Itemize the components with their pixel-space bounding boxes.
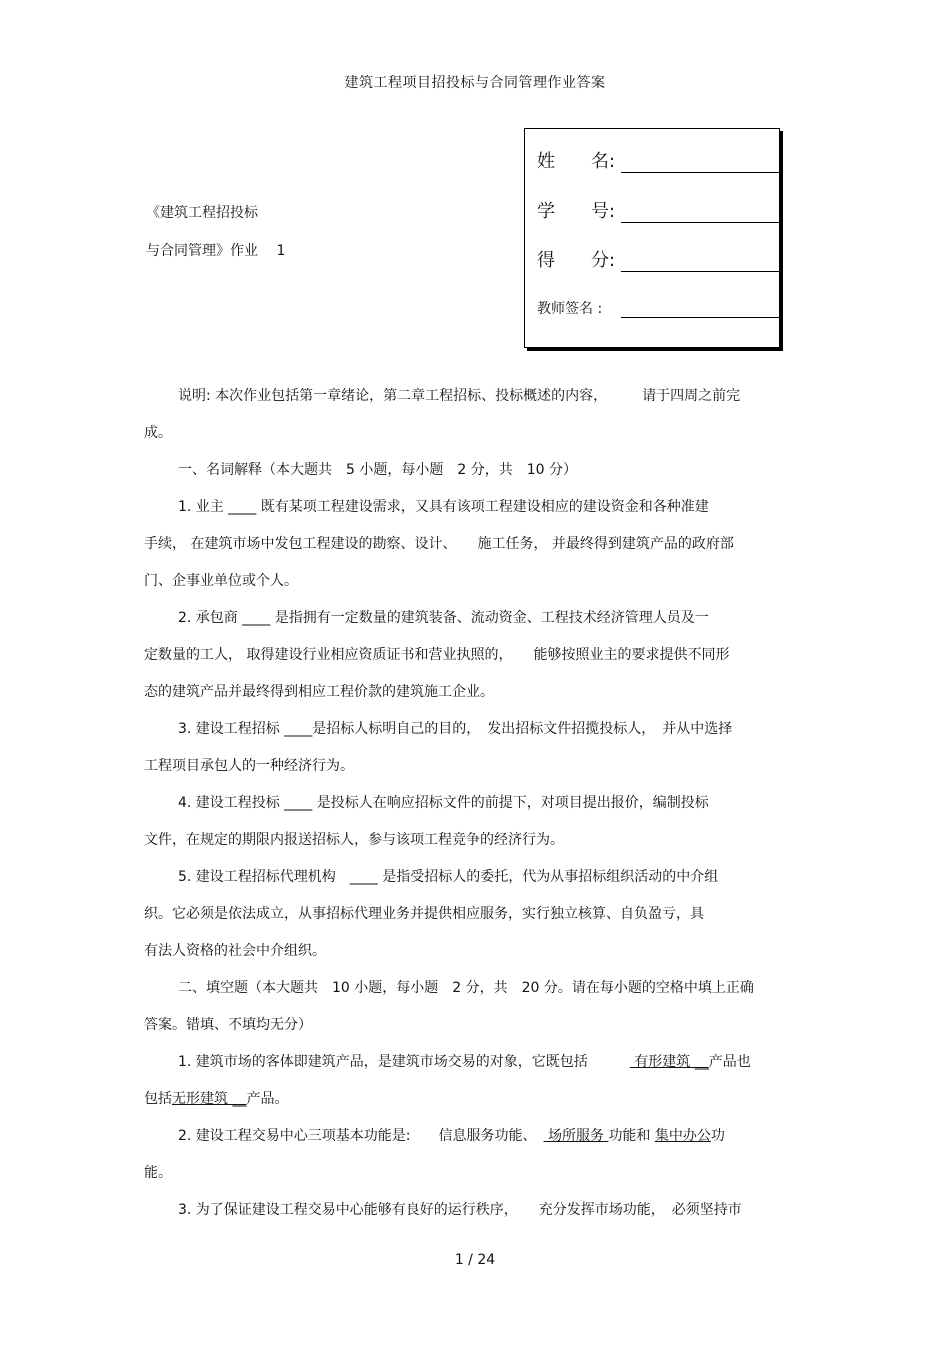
f3-line-1: 3. 为了保证建设工程交易中心能够有良好的运行秩序， 充分发挥市场功能， 必须坚持市	[178, 1202, 742, 1218]
section-1-title: 一、名词解释（本大题共 5 小题，每小题 2 分，共 10 分）	[178, 462, 577, 478]
q4-line-2: 文件，在规定的期限内报送招标人，参与该项工程竞争的经济行为。	[144, 832, 564, 848]
q5-line-2: 织。它必须是依法成立，从事招标代理业务并提供相应服务，实行独立核算、自负盈亏，具	[144, 906, 704, 922]
section-2-title-line-1: 二、填空题（本大题共 10 小题，每小题 2 分，共 20 分。请在每小题的空格中填上正确	[178, 980, 754, 996]
q1-line-1: 1. 业主 ____ 既有某项工程建设需求，又具有该项工程建设相应的建设资金和各种准建	[178, 499, 709, 515]
f2-answer-2: 集中办公	[654, 1128, 711, 1144]
q3-line-1: 3. 建设工程招标 ____是招标人标明自己的目的， 发出招标文件招揽投标人， 并从中选择	[178, 721, 733, 737]
student-id-field[interactable]	[621, 204, 779, 223]
teacher-signature-label: 教师签名 :	[537, 301, 603, 317]
student-info-box	[524, 128, 780, 348]
q2-line-2: 定数量的工人， 取得建设行业相应资质证书和营业执照的， 能够按照业主的要求提供不同形	[144, 647, 730, 663]
q2-line-3: 态的建筑产品并最终得到相应工程价款的建筑施工企业。	[144, 684, 494, 700]
name-field[interactable]	[621, 154, 779, 173]
q5-line-3: 有法人资格的社会中介组织。	[144, 943, 326, 959]
teacher-signature-field[interactable]	[621, 299, 779, 318]
page-number: 1 / 24	[454, 1252, 496, 1268]
document-title: 建筑工程项目招投标与合同管理作业答案	[344, 75, 606, 91]
q2-line-1: 2. 承包商 ____ 是指拥有一定数量的建筑装备、流动资金、工程技术经济管理人员及一	[178, 610, 709, 626]
body-text	[144, 378, 804, 1229]
f1-line-1: 1. 建筑市场的客体即建筑产品，是建筑市场交易的对象，它既包括 有形建筑 __产品也	[178, 1054, 751, 1070]
q1-line-3: 门、企事业单位或个人。	[144, 573, 298, 589]
student-id-row	[537, 197, 779, 223]
q1-line-2: 手续， 在建筑市场中发包工程建设的勘察、设计、 施工任务， 并最终得到建筑产品的政府部	[144, 536, 734, 552]
score-field[interactable]	[621, 253, 779, 272]
f2-line-2: 能。	[144, 1165, 172, 1181]
q3-line-2: 工程项目承包人的一种经济行为。	[144, 758, 354, 774]
f2-answer-1: 场所服务	[543, 1128, 609, 1144]
name-row	[537, 147, 779, 173]
f2-line-1: 2. 建设工程交易中心三项基本功能是: 信息服务功能、 场所服务 功能和 集中办公功	[178, 1128, 725, 1144]
intro-line-2: 成。	[144, 425, 172, 441]
f1-line-2: 包括无形建筑 __产品。	[144, 1091, 289, 1107]
assignment-title-line1: 《建筑工程招投标	[146, 205, 258, 221]
q5-line-1: 5. 建设工程招标代理机构 ____ 是指受招标人的委托，代为从事招标组织活动的中介组	[178, 869, 719, 885]
student-id-label: 学 号:	[537, 201, 616, 222]
name-label: 姓 名:	[537, 151, 616, 172]
f1-answer-1: 有形建筑 __	[629, 1054, 709, 1070]
assignment-title-line2: 与合同管理》作业 1	[146, 243, 286, 259]
score-label: 得 分:	[537, 250, 616, 271]
teacher-signature-row	[537, 298, 779, 318]
q4-line-1: 4. 建设工程投标 ____ 是投标人在响应招标文件的前提下，对项目提出报价，编制投标	[178, 795, 709, 811]
f1-answer-2: 无形建筑 __	[172, 1091, 247, 1107]
section-2-title-line-2: 答案。错填、不填均无分）	[144, 1017, 312, 1033]
intro-line-1: 说明: 本次作业包括第一章绪论，第二章工程招标、投标概述的内容， 请于四周之前完	[178, 388, 741, 404]
score-row	[537, 246, 779, 272]
